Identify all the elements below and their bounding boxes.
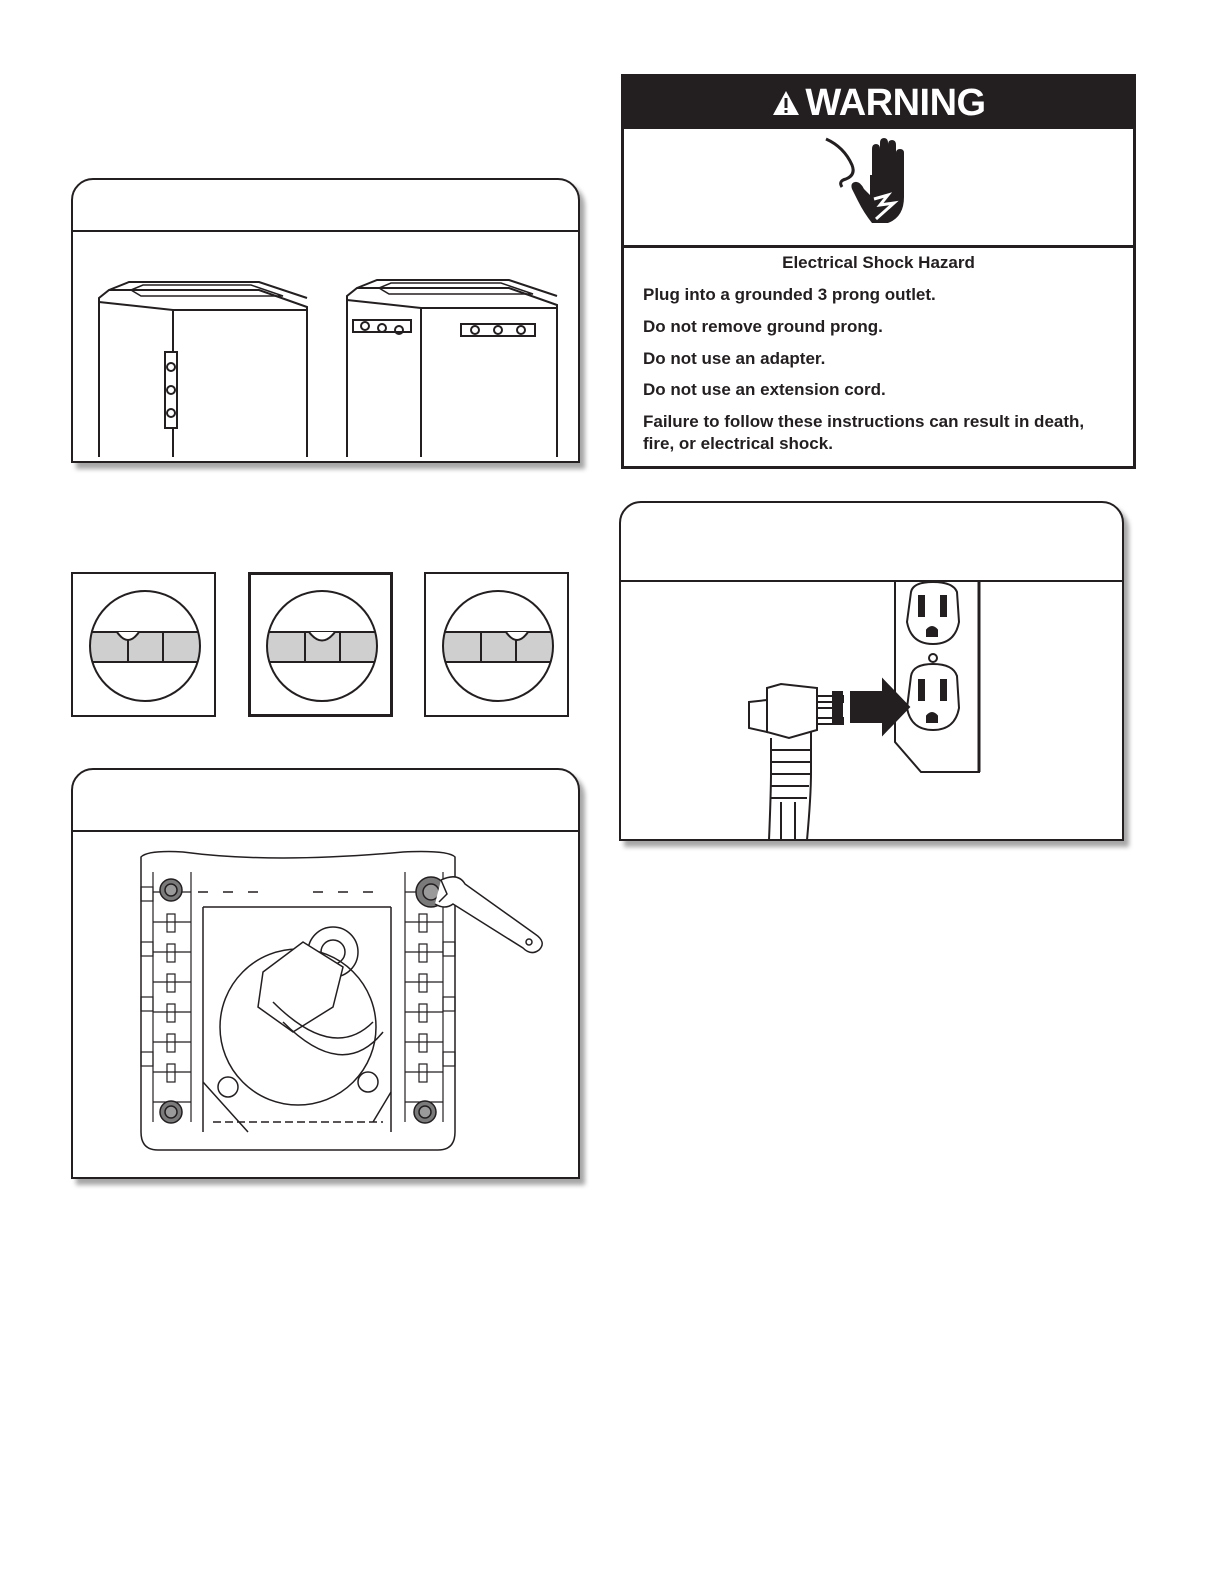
washer-brackets-figure bbox=[71, 178, 580, 463]
warning-triangle-icon bbox=[771, 89, 801, 117]
warning-box bbox=[621, 74, 1136, 469]
figure-header bbox=[73, 770, 578, 832]
instruction-line: Do not use an extension cord. bbox=[643, 380, 886, 399]
level-bubble-right bbox=[424, 572, 569, 717]
warning-header bbox=[624, 77, 1133, 129]
level-bubble-icon bbox=[251, 575, 396, 720]
wrench-adjusting-feet-illustration bbox=[73, 832, 578, 1177]
plug-into-outlet-illustration bbox=[621, 582, 1122, 840]
instruction-line: Do not remove ground prong. bbox=[643, 317, 883, 336]
instruction-line: Plug into a grounded 3 prong outlet. bbox=[643, 285, 936, 304]
hazard-title: Electrical Shock Hazard bbox=[782, 253, 975, 272]
electric-shock-hand-icon bbox=[824, 135, 924, 235]
level-bubble-left bbox=[71, 572, 216, 717]
warning-title: WARNING bbox=[805, 81, 986, 124]
instruction-line: Failure to follow these instructions can result in death, fire, or electrical shock. bbox=[643, 412, 1085, 453]
figure-header bbox=[621, 503, 1122, 582]
level-bubble-icon bbox=[73, 574, 218, 719]
leveling-feet-figure bbox=[71, 768, 580, 1179]
instruction-line: Do not use an adapter. bbox=[643, 349, 826, 368]
washer-with-brackets-illustration bbox=[73, 232, 578, 462]
warning-icon-row bbox=[624, 129, 1133, 248]
level-bubble-center bbox=[248, 572, 393, 717]
figure-header bbox=[73, 180, 578, 232]
outlet-figure bbox=[619, 501, 1124, 841]
level-bubble-icon bbox=[426, 574, 571, 719]
